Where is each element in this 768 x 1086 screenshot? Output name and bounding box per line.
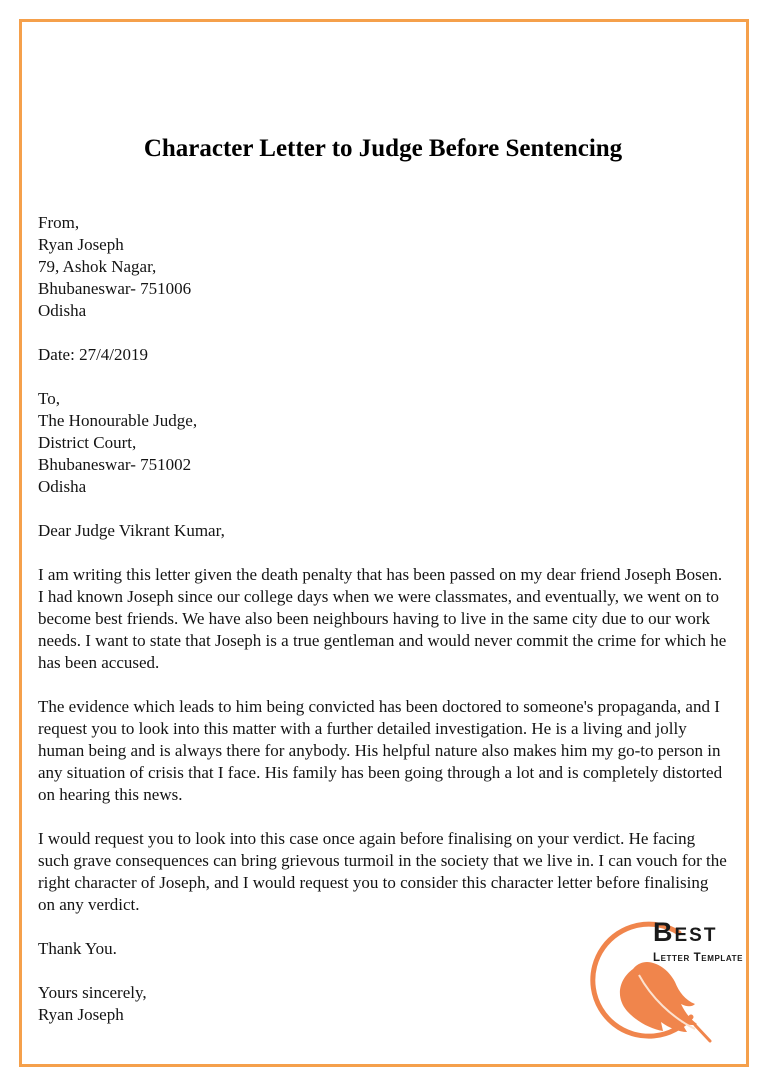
from-street: 79, Ashok Nagar,: [38, 257, 157, 276]
brand-logo: [589, 917, 744, 1052]
date-block: [38, 344, 728, 366]
date-line: Date: 27/4/2019: [38, 345, 149, 364]
to-court: District Court,: [38, 433, 137, 452]
document-title: Character Letter to Judge Before Sentencing: [143, 135, 623, 162]
to-state: Odisha: [38, 477, 87, 496]
to-block: [38, 388, 728, 498]
body-paragraph-2: The evidence which leads to him being convicted has been doctored to someone's propaganda, and I request you to look into this matter with a further detailed investigation. He is a living and jolly human being and is always there for anybody. His helpful nature also makes him my go-to person in any situation of crisis that I face. His family has been going through a lot and is completely distorted on hearing this news.: [38, 697, 723, 804]
signature-name: Ryan Joseph: [38, 1005, 124, 1024]
feather-icon: [620, 962, 710, 1041]
from-name: Ryan Joseph: [38, 235, 124, 254]
from-block: [38, 212, 728, 322]
body-paragraph-1: I am writing this letter given the death penalty that has been passed on my dear friend Joseph Bosen. I had known Joseph since our college days when we were classmates, and eventually, we went on to become best friends. We have also been neighbours having to live in the same city due to our work needs. I want to state that Joseph is a true gentleman and would never commit the crime for which he has been accused.: [38, 565, 727, 672]
body-paragraph-3: I would request you to look into this case once again before finalising on your verdict. He facing such grave consequences can bring grievous turmoil in the society that we live in. I can vouch for the right character of Joseph, and I would request you to consider this character letter before finalising on any verdict.: [38, 829, 727, 914]
from-state: Odisha: [38, 301, 87, 320]
letter-content: [22, 134, 746, 1026]
from-label: From,: [38, 213, 80, 232]
thank-you-line: Thank You.: [38, 939, 117, 958]
brand-name: Best: [653, 917, 718, 947]
salutation-block: [38, 520, 728, 542]
from-city: Bhubaneswar- 751006: [38, 279, 192, 298]
brand-tagline: Letter Template: [653, 952, 744, 964]
to-city: Bhubaneswar- 751002: [38, 455, 192, 474]
salutation: Dear Judge Vikrant Kumar,: [38, 521, 225, 540]
closing-line: Yours sincerely,: [38, 983, 147, 1002]
to-label: To,: [38, 389, 60, 408]
to-recipient: The Honourable Judge,: [38, 411, 198, 430]
letter-sheet: [19, 19, 749, 1067]
